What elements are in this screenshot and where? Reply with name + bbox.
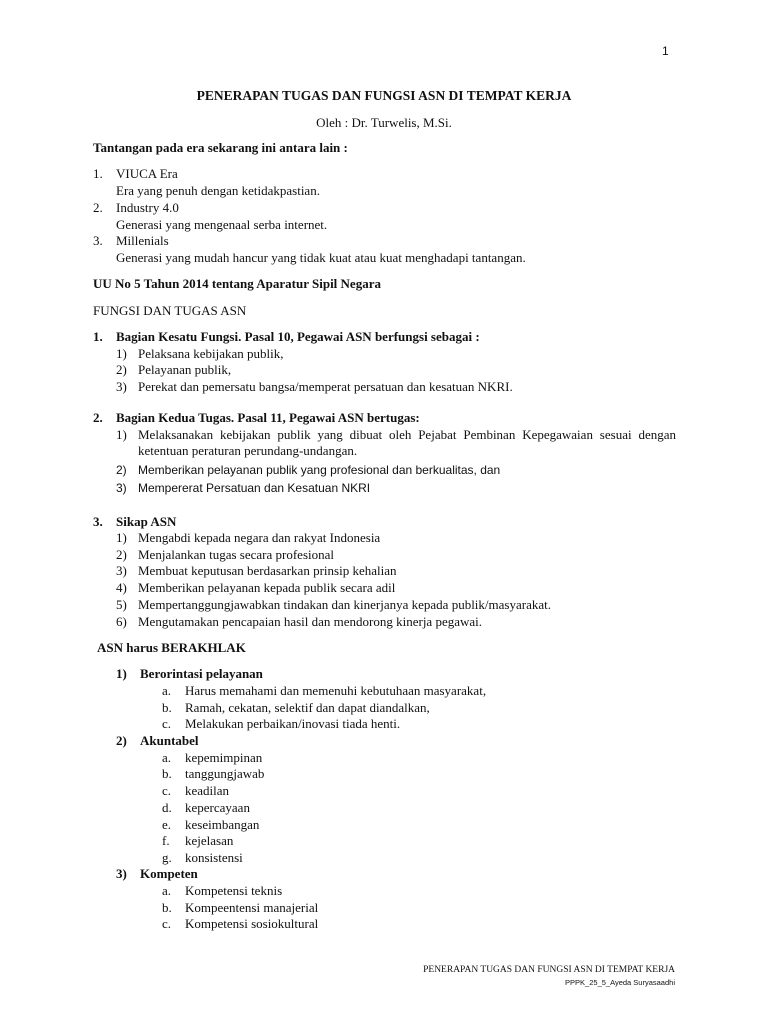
section-number: 2. bbox=[93, 410, 103, 425]
section-heading: Sikap ASN bbox=[116, 514, 177, 529]
sub-letter: g. bbox=[162, 850, 172, 865]
list-item: Mengutamakan pencapaian hasil dan mendorong kinerja pegawai. bbox=[138, 614, 483, 629]
list-number: 1) bbox=[116, 427, 127, 442]
sub-letter: e. bbox=[162, 817, 172, 832]
challenge-name: VIUCA Era bbox=[116, 166, 178, 181]
list-item: Memberikan pelayanan kepada publik secara adil bbox=[138, 580, 396, 595]
value-name: Berorintasi pelayanan bbox=[140, 666, 263, 681]
berakhlak-heading: ASN harus BERAKHLAK bbox=[97, 640, 246, 655]
list-item: Membuat keputusan berdasarkan prinsip kehalian bbox=[138, 563, 397, 578]
footer-title: PENERAPAN TUGAS DAN FUNGSI ASN DI TEMPAT KERJA bbox=[423, 965, 675, 975]
list-item: Memberikan pelayanan publik yang profesional dan berkualitas, dan bbox=[138, 463, 501, 477]
sub-item: keseimbangan bbox=[185, 817, 260, 832]
sub-letter: c. bbox=[162, 783, 172, 798]
list-number: 3) bbox=[116, 481, 127, 495]
sub-letter: b. bbox=[162, 900, 172, 915]
sub-item: Ramah, cekatan, selektif dan dapat diandalkan, bbox=[185, 700, 430, 715]
sub-item: Kompetensi teknis bbox=[185, 883, 283, 898]
list-item: Melaksanakan kebijakan publik yang dibuat oleh Pejabat Pembinan Kepegawaian sesuai dengan ketentuan peraturan perundang-undangan. bbox=[138, 427, 676, 458]
sub-item: konsistensi bbox=[185, 850, 243, 865]
list-item: Pelayanan publik, bbox=[138, 362, 232, 377]
list-item: Mempererat Persatuan dan Kesatuan NKRI bbox=[138, 481, 371, 495]
fungsi-heading: FUNGSI DAN TUGAS ASN bbox=[93, 303, 247, 318]
section-heading: Bagian Kesatu Fungsi. Pasal 10, Pegawai ASN berfungsi sebagai : bbox=[116, 329, 480, 344]
value-name: Akuntabel bbox=[140, 733, 199, 748]
list-item: Mengabdi kepada negara dan rakyat Indonesia bbox=[138, 530, 381, 545]
sub-item: tanggungjawab bbox=[185, 766, 265, 781]
challenge-name: Millenials bbox=[116, 233, 169, 248]
list-number: 1) bbox=[116, 530, 127, 545]
page-number: 1 bbox=[662, 44, 669, 58]
sub-letter: b. bbox=[162, 700, 172, 715]
section-heading: Bagian Kedua Tugas. Pasal 11, Pegawai ASN bertugas: bbox=[116, 410, 420, 425]
list-number: 1) bbox=[116, 346, 127, 361]
list-number: 2) bbox=[116, 463, 127, 477]
sub-item: keadilan bbox=[185, 783, 230, 798]
list-number: 2) bbox=[116, 547, 127, 562]
sub-letter: d. bbox=[162, 800, 172, 815]
law-heading: UU No 5 Tahun 2014 tentang Aparatur Sipil Negara bbox=[93, 276, 381, 291]
section-number: 3. bbox=[93, 514, 103, 529]
list-number: 2. bbox=[93, 200, 103, 215]
document-author: Oleh : Dr. Turwelis, M.Si. bbox=[316, 115, 452, 130]
section-number: 1. bbox=[93, 329, 103, 344]
sub-item: Kompetensi sosiokultural bbox=[185, 916, 319, 931]
list-number: 4) bbox=[116, 580, 127, 595]
list-number: 5) bbox=[116, 597, 127, 612]
list-number: 2) bbox=[116, 362, 127, 377]
sub-item: Harus memahami dan memenuhi kebutuhaan masyarakat, bbox=[185, 683, 487, 698]
challenge-desc: Generasi yang mudah hancur yang tidak kuat atau kuat menghadapi tantangan. bbox=[116, 250, 526, 265]
challenge-desc: Era yang penuh dengan ketidakpastian. bbox=[116, 183, 320, 198]
sub-item: kepercayaan bbox=[185, 800, 250, 815]
list-number: 2) bbox=[116, 733, 127, 748]
sub-item: Melakukan perbaikan/inovasi tiada henti. bbox=[185, 716, 401, 731]
list-number: 1) bbox=[116, 666, 127, 681]
sub-letter: a. bbox=[162, 883, 172, 898]
sub-letter: c. bbox=[162, 716, 172, 731]
list-number: 3. bbox=[93, 233, 103, 248]
sub-letter: c. bbox=[162, 916, 172, 931]
list-item: Pelaksana kebijakan publik, bbox=[138, 346, 284, 361]
sub-item: kepemimpinan bbox=[185, 750, 263, 765]
list-item: Menjalankan tugas secara profesional bbox=[138, 547, 335, 562]
sub-item: kejelasan bbox=[185, 833, 234, 848]
challenge-name: Industry 4.0 bbox=[116, 200, 179, 215]
list-number: 1. bbox=[93, 166, 103, 181]
challenge-desc: Generasi yang mengenaal serba internet. bbox=[116, 217, 328, 232]
list-number: 3) bbox=[116, 866, 127, 881]
footer-author: PPPK_25_5_Ayeda Suryasaadhi bbox=[565, 978, 675, 987]
list-item: Mempertanggungjawabkan tindakan dan kinerjanya kepada publik/masyarakat. bbox=[138, 597, 551, 612]
list-number: 3) bbox=[116, 563, 127, 578]
sub-item: Kompeentensi manajerial bbox=[185, 900, 319, 915]
intro-heading: Tantangan pada era sekarang ini antara lain : bbox=[93, 140, 348, 155]
value-name: Kompeten bbox=[140, 866, 198, 881]
list-number: 6) bbox=[116, 614, 127, 629]
sub-letter: a. bbox=[162, 750, 172, 765]
document-title: PENERAPAN TUGAS DAN FUNGSI ASN DI TEMPAT KERJA bbox=[196, 88, 572, 103]
list-number: 3) bbox=[116, 379, 127, 394]
sub-letter: a. bbox=[162, 683, 172, 698]
sub-letter: f. bbox=[162, 833, 170, 848]
list-item: Perekat dan pemersatu bangsa/memperat persatuan dan kesatuan NKRI. bbox=[138, 379, 513, 394]
sub-letter: b. bbox=[162, 766, 172, 781]
